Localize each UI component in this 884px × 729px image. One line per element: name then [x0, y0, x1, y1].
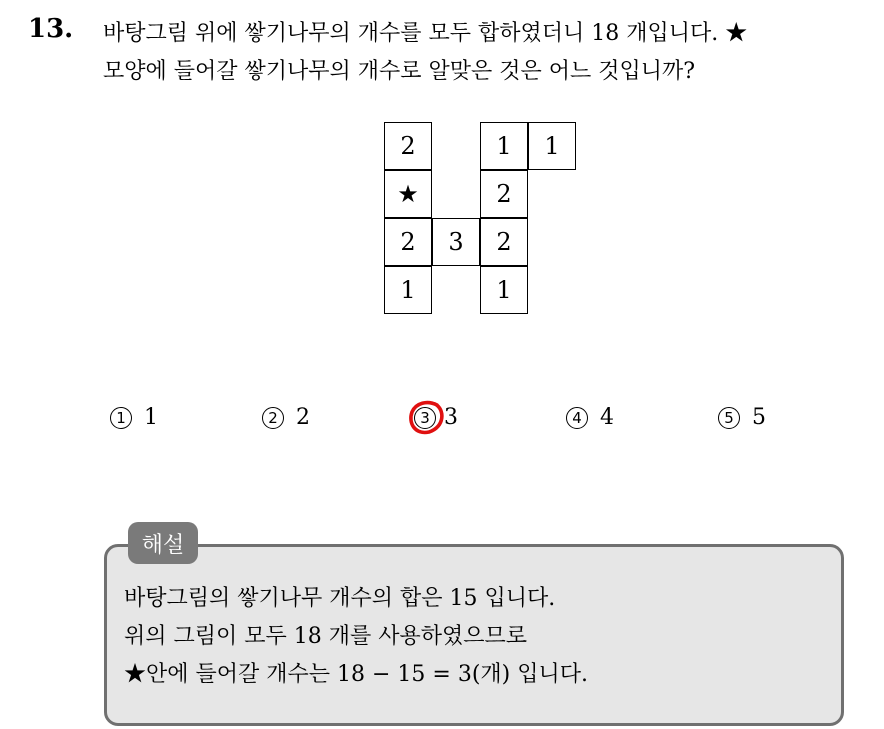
choice-1[interactable]	[110, 405, 158, 430]
grid-cell: 1	[384, 266, 432, 314]
grid-cell: 1	[528, 122, 576, 170]
choice-5[interactable]	[718, 405, 766, 430]
choice-value-3: 3	[444, 405, 458, 430]
choice-value-1: 1	[144, 405, 158, 430]
choice-3[interactable]	[414, 405, 458, 430]
grid-cell-star: ★	[384, 170, 432, 218]
grid-cell: 1	[480, 266, 528, 314]
choice-number-2: 2	[262, 407, 284, 429]
choice-number-3: 3	[414, 407, 436, 429]
choice-value-4: 4	[600, 405, 614, 430]
grid-cell: 2	[480, 218, 528, 266]
grid-cell: 2	[384, 122, 432, 170]
grid-cell: 2	[480, 170, 528, 218]
choice-value-5: 5	[752, 405, 766, 430]
choice-4[interactable]	[566, 405, 614, 430]
explanation-tag: 해설	[128, 522, 198, 564]
choice-2[interactable]	[262, 405, 310, 430]
choice-value-2: 2	[296, 405, 310, 430]
grid-cell: 3	[432, 218, 480, 266]
explanation-line-2: 위의 그림이 모두 18 개를 사용하였으므로	[124, 624, 527, 649]
question-line-2: 모양에 들어갈 쌓기나무의 개수로 알맞은 것은 어느 것입니까?	[103, 59, 696, 84]
explanation-line-1: 바탕그림의 쌓기나무 개수의 합은 15 입니다.	[124, 586, 556, 611]
question-text	[103, 15, 747, 91]
grid-cell: 2	[384, 218, 432, 266]
grid-cell: 1	[480, 122, 528, 170]
choice-number-1: 1	[110, 407, 132, 429]
question-number: 13.	[28, 14, 74, 44]
answer-choices	[0, 405, 884, 445]
explanation-text	[124, 580, 588, 694]
choice-number-4: 4	[566, 407, 588, 429]
explanation-line-3: ★안에 들어갈 개수는 18 − 15 = 3(개) 입니다.	[124, 662, 588, 687]
choice-number-5: 5	[718, 407, 740, 429]
question-line-1: 바탕그림 위에 쌓기나무의 개수를 모두 합하였더니 18 개입니다. ★	[103, 21, 748, 46]
